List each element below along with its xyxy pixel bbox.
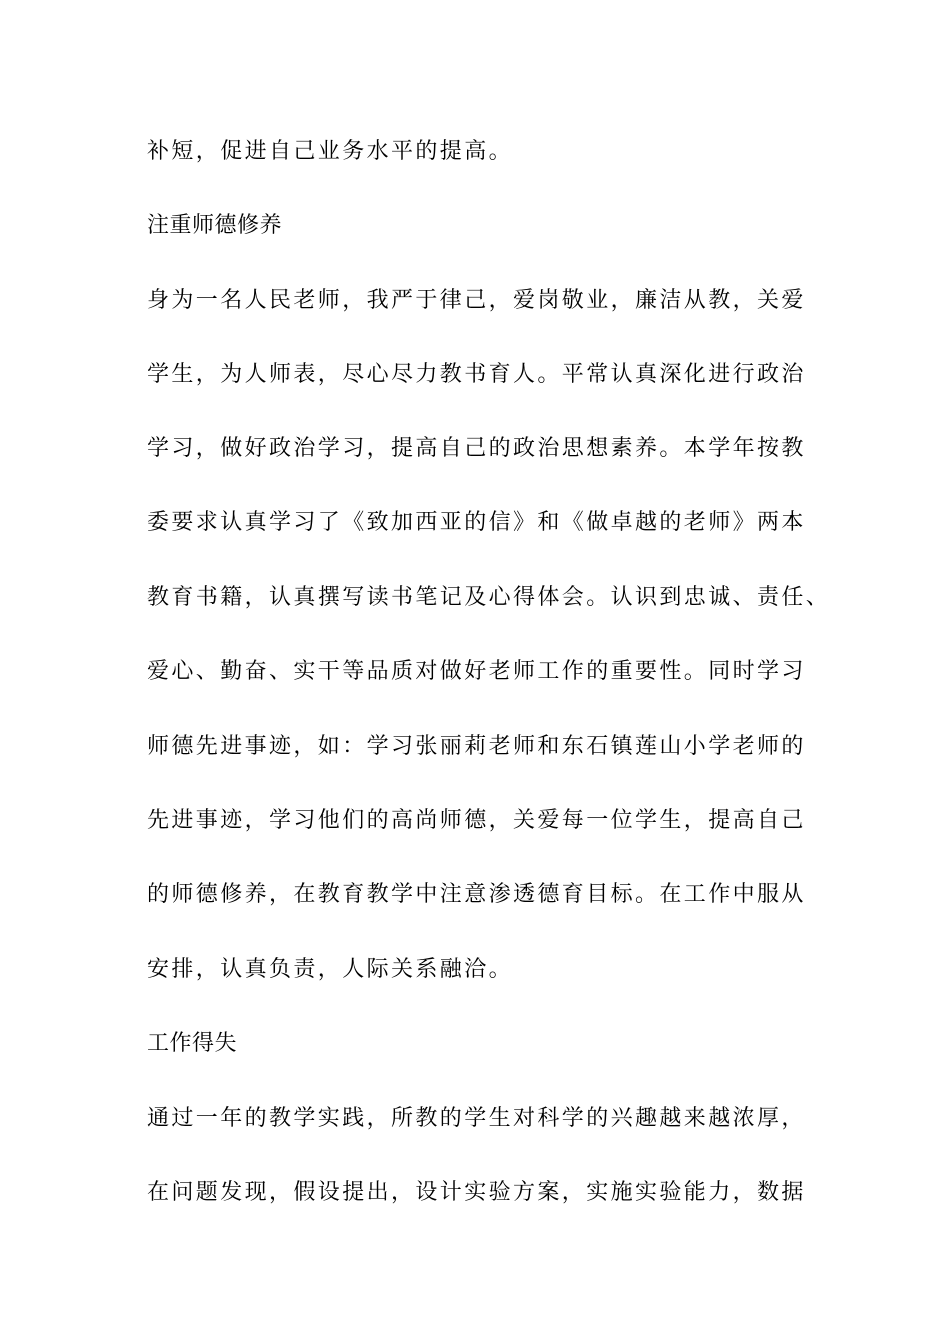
paragraph-line: 爱心、勤奋、实干等品质对做好老师工作的重要性。同时学习	[147, 659, 806, 684]
paragraph-line: 安排，认真负责，人际关系融洽。	[147, 957, 514, 982]
section-heading: 注重师德修养	[147, 213, 283, 238]
paragraph-line: 补短，促进自己业务水平的提高。	[147, 139, 514, 164]
paragraph-line: 学习，做好政治学习，提高自己的政治思想素养。本学年按教	[147, 436, 806, 461]
paragraph-line: 通过一年的教学实践，所教的学生对科学的兴趣越来越浓厚，	[147, 1106, 806, 1131]
paragraph-line: 在问题发现，假设提出，设计实验方案，实施实验能力，数据	[147, 1180, 806, 1205]
paragraph-line: 师德先进事迹，如：学习张丽莉老师和东石镇莲山小学老师的	[147, 734, 806, 759]
paragraph-line: 先进事迹，学习他们的高尚师德，关爱每一位学生，提高自己	[147, 808, 806, 833]
section-heading: 工作得失	[147, 1031, 238, 1056]
paragraph-line: 身为一名人民老师，我严于律己，爱岗敬业，廉洁从教，关爱	[147, 288, 806, 313]
paragraph-line: 教育书籍，认真撰写读书笔记及心得体会。认识到忠诚、责任、	[147, 585, 831, 610]
paragraph-line: 委要求认真学习了《致加西亚的信》和《做卓越的老师》两本	[147, 510, 806, 535]
paragraph-line: 学生，为人师表，尽心尽力教书育人。平常认真深化进行政治	[147, 362, 806, 387]
paragraph-line: 的师德修养，在教育教学中注意渗透德育目标。在工作中服从	[147, 882, 806, 907]
